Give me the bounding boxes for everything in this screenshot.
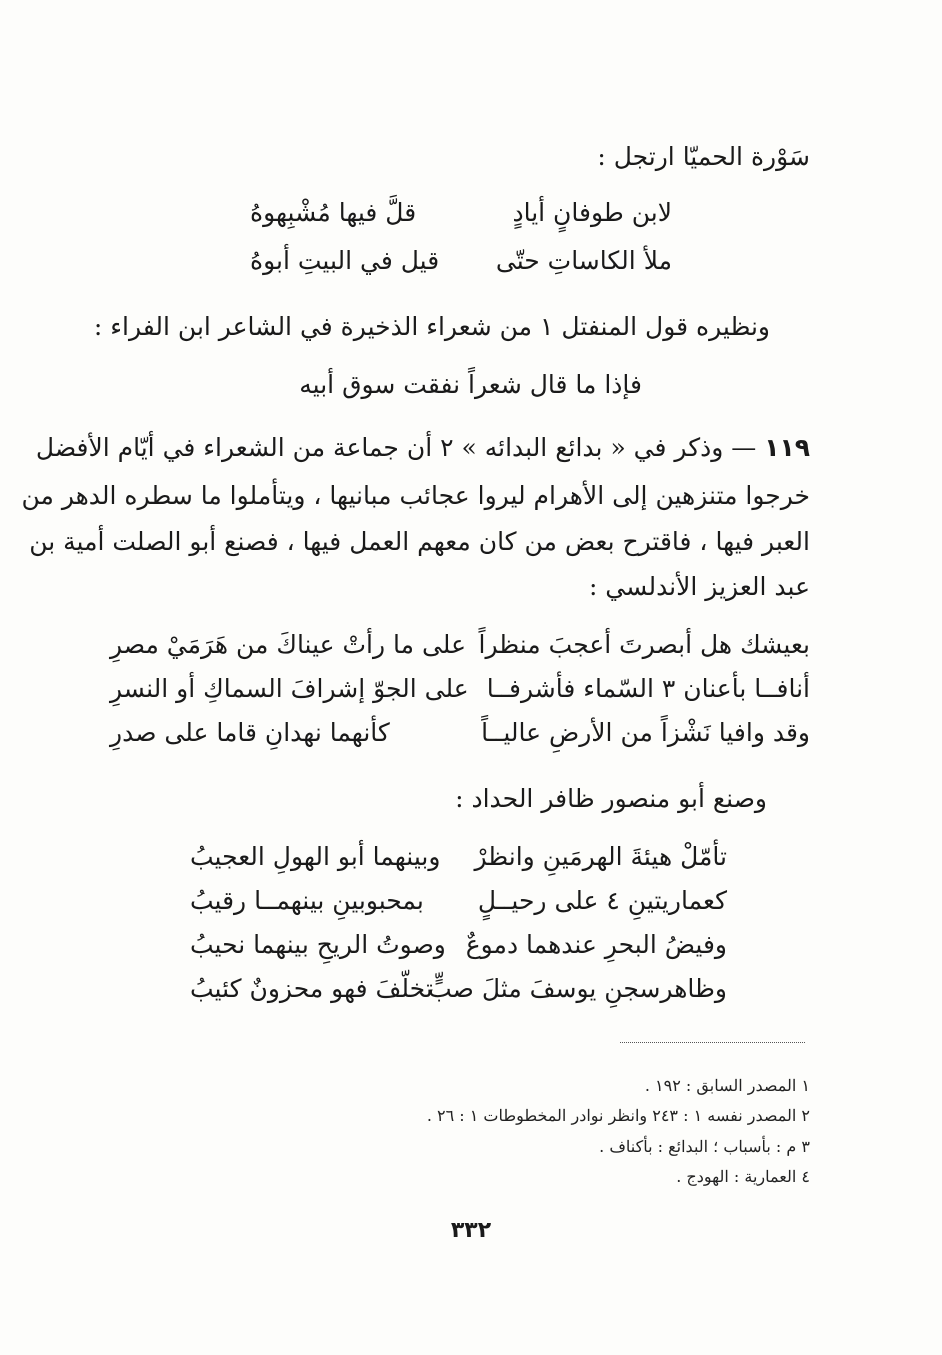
verse-hemistich-left: قلَّ فيها مُشْبِهوهُ — [250, 198, 417, 227]
paragraph-text: — وذكر في « بدائع البدائه » ٢ أن جماعة من الشعراء في أيّام الأفضل — [35, 433, 757, 462]
verse-hemistich-left: وبينهما أبو الهولِ العجيبُ — [190, 842, 441, 871]
paragraph-119-line-4: عبد العزيز الأندلسي : — [588, 572, 810, 601]
verse-hemistich-right: وفيضُ البحرِ عندهما دموعٌ — [465, 930, 727, 959]
verse-hemistich-right: كعماريتينِ ٤ على رحيــلٍ — [477, 886, 727, 915]
footnote-3: ٣ م : بأسباب ؛ البدائع : بأكناف . — [599, 1137, 810, 1156]
intro-line: سَوْرة الحميّا ارتجل : — [597, 142, 810, 171]
verse-hemistich-left: وصوتُ الريحِ بينهما نحيبُ — [190, 930, 446, 959]
verse-4-line-2 — [0, 884, 942, 918]
wasana-line: وصنع أبو منصور ظافر الحداد : — [455, 784, 767, 813]
verse-hemistich-right: لابن طوفانٍ أيادٍ — [512, 198, 672, 227]
verse-4-line-3 — [0, 928, 942, 962]
paragraph-119-line-1 — [35, 428, 810, 468]
verse-hemistich-left: بمحبوبينِ بينهمــا رقيبُ — [190, 886, 424, 915]
paragraph-119-line-3: العبر فيها ، فاقترح بعض من كان معهم العمل فيها ، فصنع أبو الصلت أمية بن — [29, 527, 810, 556]
paragraph-119-line-2: خرجوا متنزهين إلى الأهرام ليروا عجائب مبانيها ، ويتأملوا ما سطره الدهر من — [21, 481, 810, 510]
nazir-line: ونظيره قول المنفتل ١ من شعراء الذخيرة في الشاعر ابن الفراء : — [93, 312, 770, 341]
verse-4-line-4 — [0, 972, 942, 1006]
verse-hemistich-left: على الجوّ إشرافَ السماكِ أو النسرِ — [110, 674, 469, 703]
verse-hemistich-right: ملأ الكاساتِ حتّى — [495, 246, 672, 275]
verse-hemistich-right: وظاهرسجنِ يوسفَ مثلَ صبٍّ — [428, 974, 727, 1003]
verse-4-line-1 — [0, 840, 942, 874]
footnote-2: ٢ المصدر نفسه ١ : ٢٤٣ وانظر نوادر المخطوطات ١ : ٢٦ . — [426, 1106, 810, 1125]
paragraph-number: ١١٩ — [764, 433, 810, 462]
verse-3-line-3 — [0, 716, 942, 750]
verse-3-line-1 — [0, 628, 942, 662]
footnote-1: ١ المصدر السابق : ١٩٢ . — [644, 1076, 810, 1095]
verse-hemistich-left: تخلّفَ فهو محزونٌ كئيبُ — [190, 974, 433, 1003]
verse-hemistich-right: بعيشك هل أبصرتَ أعجبَ منظراً — [478, 630, 810, 659]
verse-2: فإذا ما قال شعراً نفقت سوق أبيه — [299, 370, 642, 399]
footnote-separator — [620, 1042, 805, 1043]
verse-1-line-2 — [0, 244, 942, 278]
footnote-4: ٤ العمارية : الهودج . — [676, 1167, 810, 1186]
verse-hemistich-right: تأمّلْ هيئةَ الهرمَينِ وانظرْ — [474, 842, 727, 871]
verse-hemistich-right: وقد وافيا نَشْزاً من الأرضِ عاليــاً — [481, 718, 810, 747]
verse-hemistich-left: كأنهما نهدانِ قاما على صدرِ — [110, 718, 390, 747]
verse-hemistich-left: على ما رأتْ عيناكَ من هَرَمَيْ مصرِ — [110, 630, 466, 659]
verse-hemistich-left: قيل في البيتِ أبوهُ — [250, 246, 440, 275]
page-number: ٣٣٢ — [450, 1218, 492, 1243]
verse-1-line-1 — [0, 196, 942, 230]
verse-hemistich-right: أنافــا بأعنان ٣ السّماء فأشرفــا — [486, 674, 810, 703]
verse-3-line-2 — [0, 672, 942, 706]
